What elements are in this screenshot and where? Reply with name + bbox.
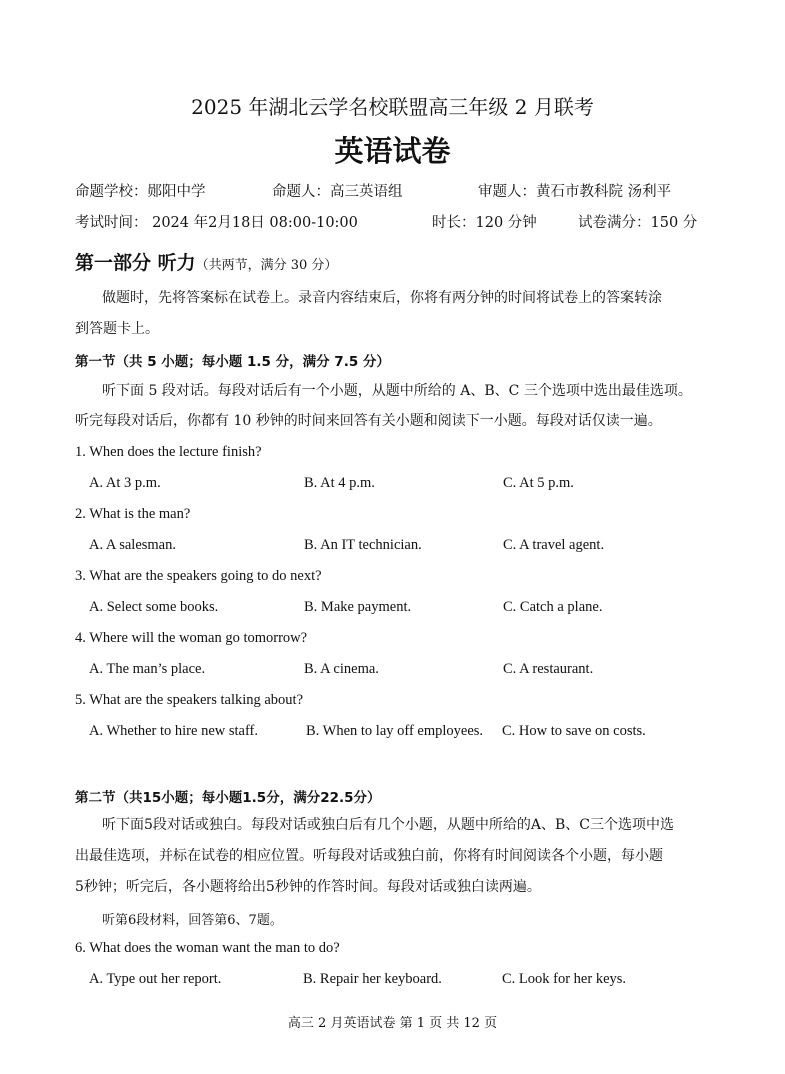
q4-option-a: A. The man’s place.	[89, 661, 206, 677]
exam-title: 2025 年湖北云学名校联盟高三年级 2 月联考	[191, 95, 594, 119]
q2-option-c: C. A travel agent.	[503, 537, 605, 553]
question-3: 3. What are the speakers going to do next?	[75, 568, 322, 584]
section2-title: 第二节（共15小题；每小题1.5分，满分22.5分）	[75, 790, 381, 806]
q1-option-c: C. At 5 p.m.	[503, 475, 574, 491]
section1-instr-line2: 听完每段对话后，你都有 10 秒钟的时间来回答有关小题和阅读下一小题。每段对话仅读一遍。	[75, 413, 662, 429]
part1-subtitle: （共两节，满分 30 分）	[195, 258, 338, 273]
q6-option-a: A. Type out her report.	[89, 971, 222, 987]
section2-instr-line2: 出最佳选项，并标在试卷的相应位置。听每段对话或独白前，你将有时间阅读各个小题，每小题	[75, 848, 663, 864]
meta-school: 命题学校：郧阳中学	[75, 184, 206, 200]
question-5: 5. What are the speakers talking about?	[75, 692, 304, 708]
q1-option-b: B. At 4 p.m.	[304, 475, 375, 491]
q5-option-a: A. Whether to hire new staff.	[89, 723, 258, 739]
section1-instr-line1: 听下面 5 段对话。每段对话后有一个小题，从题中所给的 A、B、C 三个选项中选出最佳选项。	[102, 383, 692, 399]
q3-option-a: A. Select some books.	[89, 599, 219, 615]
q4-option-b: B. A cinema.	[304, 661, 379, 677]
q6-option-c: C. Look for her keys.	[502, 971, 627, 987]
q3-option-b: B. Make payment.	[304, 599, 412, 615]
part1-heading	[75, 248, 337, 275]
page-footer: 高三 2 月英语试卷 第 1 页 共 12 页	[287, 1016, 498, 1031]
q5-option-b: B. When to lay off employees.	[306, 723, 484, 739]
meta-duration: 时长：120 分钟	[432, 215, 537, 231]
part1-intro-line1: 做题时，先将答案标在试卷上。录音内容结束后，你将有两分钟的时间将试卷上的答案转涂	[102, 290, 662, 306]
meta-reviewer: 审题人：黄石市教科院 汤利平	[478, 184, 672, 200]
q3-option-c: C. Catch a plane.	[503, 599, 603, 615]
q6-option-b: B. Repair her keyboard.	[303, 971, 442, 987]
q2-option-a: A. A salesman.	[89, 537, 176, 553]
q1-option-a: A. At 3 p.m.	[89, 475, 161, 491]
question-6: 6. What does the woman want the man to do?	[75, 940, 340, 956]
q4-option-c: C. A restaurant.	[503, 661, 594, 677]
part1-intro-line2: 到答题卡上。	[75, 321, 159, 337]
meta-exam-time: 考试时间： 2024 年2月18日 08:00-10:00	[75, 215, 358, 231]
section2-instr-line3: 5秒钟；听完后，各小题将给出5秒钟的作答时间。每段对话或独白读两遍。	[75, 879, 541, 895]
q5-option-c: C. How to save on costs.	[502, 723, 646, 739]
question-2: 2. What is the man?	[75, 506, 191, 522]
question-4: 4. Where will the woman go tomorrow?	[75, 630, 308, 646]
part1-title: 第一部分 听力	[75, 252, 196, 274]
material-note: 听第6段材料，回答第6、7题。	[102, 913, 283, 928]
meta-author: 命题人：高三英语组	[272, 184, 403, 200]
section2-instr-line1: 听下面5段对话或独白。每段对话或独白后有几个小题，从题中所给的A、B、C三个选项中选	[102, 817, 675, 833]
question-1: 1. When does the lecture finish?	[75, 444, 262, 460]
subject-title: 英语试卷	[334, 134, 451, 168]
meta-full-score: 试卷满分：150 分	[578, 215, 698, 231]
section1-title: 第一节（共 5 小题；每小题 1.5 分，满分 7.5 分）	[75, 354, 390, 370]
q2-option-b: B. An IT technician.	[304, 537, 422, 553]
